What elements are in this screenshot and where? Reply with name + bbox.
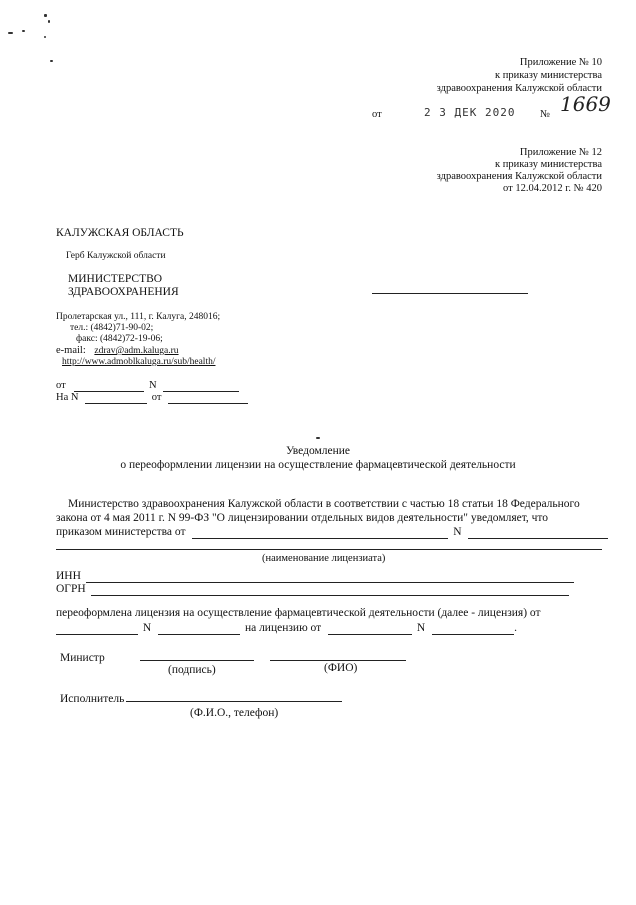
scan-speck <box>22 30 25 32</box>
region-name: КАЛУЖСКАЯ ОБЛАСТЬ <box>56 227 184 239</box>
scan-speck <box>8 32 13 34</box>
on-license-from-label: на лицензию от <box>244 622 322 634</box>
annex-12-line2: к приказу министерства <box>494 159 602 170</box>
reissue-number-label: N <box>142 622 152 634</box>
annex-12-line4: от 12.04.2012 г. № 420 <box>503 183 602 194</box>
reissue-date-field[interactable] <box>56 623 138 635</box>
annex-10-line1: Приложение № 10 <box>519 57 602 68</box>
annex-10-from-label: от <box>372 109 382 120</box>
minister-fio-field[interactable] <box>270 649 406 661</box>
scan-speck <box>48 20 50 23</box>
inn-label: ИНН <box>56 570 81 582</box>
issuer-address: Пролетарская ул., 111, г. Калуга, 248016; <box>56 312 221 322</box>
reply-date-field[interactable] <box>168 392 248 404</box>
email-label: e-mail: <box>56 345 86 356</box>
fio-caption: (ФИО) <box>324 662 358 674</box>
order-number-label: N <box>453 526 462 538</box>
minister-label: Министр <box>60 652 105 664</box>
annex-10-line2: к приказу министерства <box>494 70 602 81</box>
website-link[interactable]: http://www.admoblkaluga.ru/sub/health/ <box>62 357 216 367</box>
annex-12-line3: здравоохранения Калужской области <box>436 171 602 182</box>
ogrn-label: ОГРН <box>56 583 86 595</box>
date-stamp: 2 3 ДЕК 2020 <box>424 106 516 119</box>
signature-caption: (подпись) <box>168 664 216 676</box>
ministry-name-line2: ЗДРАВООХРАНЕНИЯ <box>68 286 179 298</box>
licensee-caption: (наименование лицензиата) <box>262 553 386 564</box>
licensee-name-field[interactable] <box>56 538 602 550</box>
annex-12-line1: Приложение № 12 <box>519 147 602 158</box>
reply-to-label: На N <box>56 392 79 403</box>
ministry-name-line1: МИНИСТЕРСТВО <box>68 273 163 285</box>
coat-of-arms-placeholder: Герб Калужской области <box>66 251 166 261</box>
scan-speck <box>316 437 320 439</box>
reg-from-label: от <box>56 380 66 391</box>
scan-speck <box>44 14 47 17</box>
reissue-paragraph-line2 <box>56 621 517 636</box>
document-title: Уведомление <box>285 445 351 457</box>
email-link[interactable]: zdrav@adm.kaluga.ru <box>94 346 179 356</box>
annex-10-line3: здравоохранения Калужской области <box>436 83 602 94</box>
issuer-phone: тел.: (4842)71-90-02; <box>70 323 154 333</box>
ogrn-field[interactable] <box>91 584 569 596</box>
reply-from-label: от <box>151 392 162 403</box>
body-paragraph-line2: закона от 4 мая 2011 г. N 99-ФЗ "О лицензировании отдельных видов деятельности" уведомляет, что <box>56 512 549 524</box>
license-date-field[interactable] <box>328 623 412 635</box>
scan-speck <box>44 36 46 38</box>
reissue-number-field[interactable] <box>158 623 240 635</box>
reissue-paragraph-line1: переоформлена лицензия на осуществление фармацевтической деятельности (далее - лицензия) от <box>56 607 541 619</box>
document-subtitle: о переоформлении лицензии на осуществление фармацевтической деятельности <box>120 459 516 471</box>
period: . <box>514 622 517 634</box>
order-from-label: приказом министерства от <box>56 526 186 538</box>
scan-speck <box>50 60 53 62</box>
executor-field[interactable] <box>126 690 342 702</box>
annex-10-number-label: № <box>540 109 551 120</box>
license-number-label: N <box>416 622 426 634</box>
reg-number-label: N <box>148 380 157 391</box>
issuer-fax: факс: (4842)72-19-06; <box>76 334 163 344</box>
reply-number-field[interactable] <box>85 392 147 404</box>
addressee-line[interactable] <box>372 293 528 294</box>
executor-caption: (Ф.И.О., телефон) <box>190 707 279 719</box>
minister-signature-field[interactable] <box>140 649 254 661</box>
executor-label: Исполнитель <box>60 693 125 705</box>
body-paragraph-line1: Министерство здравоохранения Калужской области в соответствии с частью 18 статьи 18 Федерального <box>68 498 580 510</box>
ogrn-row <box>56 582 569 597</box>
license-number-field[interactable] <box>432 623 514 635</box>
handwritten-number: 1669 <box>560 92 611 116</box>
